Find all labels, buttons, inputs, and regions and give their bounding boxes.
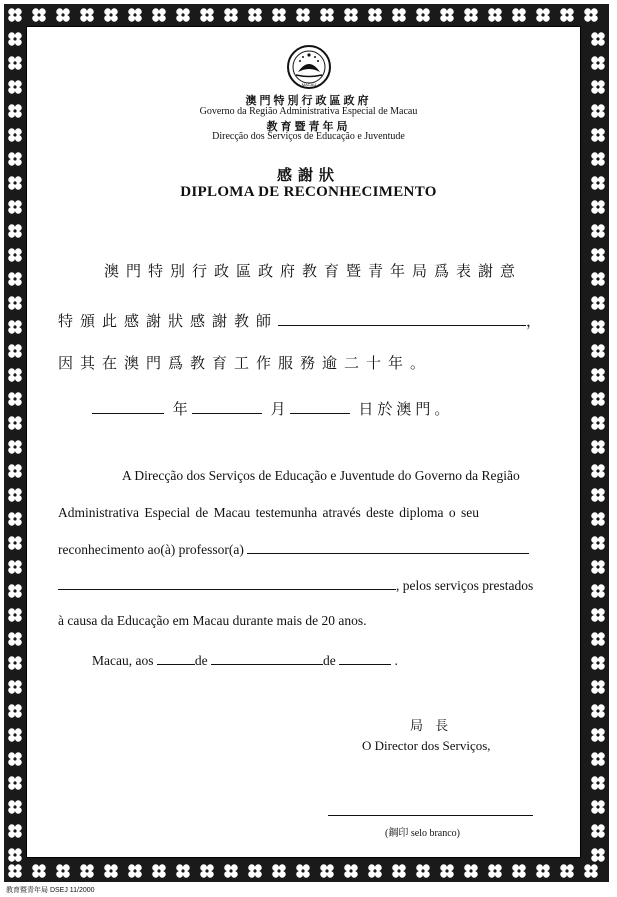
pt-line-1: A Direcção dos Serviços de Educação e Juventude do Governo da Região [122, 468, 520, 483]
border-flower-icon [587, 316, 609, 339]
year-label: 年 [172, 400, 192, 418]
department-name-zh: 教育暨青年局 [266, 121, 351, 133]
border-flower-icon [4, 460, 26, 483]
border-flower-icon [4, 292, 26, 315]
border-flower-icon [587, 628, 609, 651]
professor-name-blank[interactable] [247, 541, 529, 554]
pt-date-line [92, 652, 398, 669]
border-flower-icon [4, 796, 26, 819]
border-flower-icon [587, 220, 609, 243]
border-flower-icon [4, 700, 26, 723]
day-blank[interactable] [290, 401, 350, 414]
pt-year-blank[interactable] [339, 652, 391, 665]
border-flower-icon [148, 860, 171, 882]
border-flower-icon [4, 364, 26, 387]
border-flower-icon [100, 860, 123, 882]
director-title-zh: 局 長 [410, 719, 453, 734]
border-flower-icon [340, 4, 363, 26]
zh-line-1: 澳門特別行政區政府教育暨青年局爲表謝意 [104, 262, 523, 280]
border-flower-icon [587, 772, 609, 795]
border-flower-icon [292, 4, 315, 26]
month-label: 月 [270, 400, 290, 418]
title-pt: DIPLOMA DE RECONHECIMENTO [180, 184, 437, 200]
border-flower-icon [28, 4, 51, 26]
border-flower-icon [76, 4, 99, 26]
pt-date-de-2: de [322, 653, 336, 668]
border-flower-icon [124, 4, 147, 26]
border-flower-icon [4, 388, 26, 411]
border-flower-icon [292, 860, 315, 882]
pt-date-de-1: de [194, 653, 208, 668]
border-flower-icon [412, 860, 435, 882]
pt-month-blank[interactable] [211, 652, 323, 665]
border-flower-icon [4, 652, 26, 675]
border-flower-icon [4, 676, 26, 699]
pt-line-4 [58, 577, 533, 594]
border-flower-icon [436, 4, 459, 26]
border-flower-icon [587, 724, 609, 747]
border-flower-icon [4, 820, 26, 843]
border-flower-icon [388, 860, 411, 882]
teacher-name-blank[interactable] [278, 313, 526, 326]
month-blank[interactable] [192, 401, 262, 414]
government-name-pt: Governo da Região Administrativa Especial de Macau [199, 106, 418, 117]
year-blank[interactable] [92, 401, 164, 414]
border-flower-icon [196, 860, 219, 882]
pt-date-period: . [394, 653, 398, 668]
professor-name-blank-2[interactable] [58, 577, 396, 590]
border-flower-icon [244, 860, 267, 882]
border-flower-icon [4, 772, 26, 795]
border-flower-icon [556, 4, 579, 26]
border-flower-icon [4, 244, 26, 267]
border-flower-icon [587, 52, 609, 75]
border-flower-icon [4, 52, 26, 75]
border-flower-icon [4, 532, 26, 555]
government-name-zh: 澳門特別行政區政府 [245, 95, 372, 107]
border-flower-icon [532, 860, 555, 882]
border-flower-icon [587, 460, 609, 483]
title-zh: 感謝狀 [276, 168, 340, 184]
border-flower-icon [556, 860, 579, 882]
seal-caption: (鋼印 selo branco) [385, 828, 460, 839]
border-flower-icon [316, 4, 339, 26]
pt-line-3 [58, 541, 529, 558]
zh-line-2-text: 特頒此感謝狀感謝教師 [58, 312, 279, 330]
pt-line-4-text: , pelos serviços prestados [396, 578, 534, 593]
border-flower-icon [364, 4, 387, 26]
border-flower-icon [412, 4, 435, 26]
border-flower-icon [4, 316, 26, 339]
border-flower-icon [4, 748, 26, 771]
zh-line-2 [58, 310, 548, 331]
zh-line-3: 因其在澳門爲教育工作服務逾二十年。 [58, 354, 433, 372]
border-flower-icon [587, 268, 609, 291]
border-flower-icon [28, 860, 51, 882]
border-flower-icon [587, 364, 609, 387]
zh-date-line [92, 398, 453, 419]
border-flower-icon [4, 844, 26, 867]
border-flower-icon [587, 532, 609, 555]
border-flower-icon [148, 4, 171, 26]
border-flower-icon [220, 4, 243, 26]
border-flower-icon [268, 4, 291, 26]
border-flower-icon [4, 4, 26, 26]
border-flower-icon [580, 860, 603, 882]
border-flower-icon [484, 4, 507, 26]
border-flower-icon [172, 4, 195, 26]
border-flower-icon [587, 28, 609, 51]
border-flower-icon [4, 268, 26, 291]
zh-line-2-comma: ， [526, 312, 549, 330]
border-flower-icon [587, 388, 609, 411]
border-flower-icon [587, 844, 609, 867]
svg-text:MACAU: MACAU [301, 82, 317, 87]
border-flower-icon [587, 820, 609, 843]
border-flower-icon [580, 4, 603, 26]
border-flower-icon [460, 4, 483, 26]
border-flower-icon [100, 4, 123, 26]
border-flower-icon [52, 860, 75, 882]
border-flower-icon [220, 860, 243, 882]
day-label: 日於澳門。 [358, 400, 454, 418]
border-flower-icon [268, 860, 291, 882]
border-flower-icon [76, 860, 99, 882]
border-flower-icon [4, 604, 26, 627]
border-flower-icon [587, 748, 609, 771]
pt-line-2: Administrativa Especial de Macau testemunha através deste diploma o seu [58, 505, 479, 520]
pt-line-5: à causa da Educação em Macau durante mais de 20 anos. [58, 613, 367, 628]
border-flower-icon [436, 860, 459, 882]
border-flower-icon [4, 340, 26, 363]
pt-day-blank[interactable] [157, 652, 195, 665]
border-flower-icon [508, 4, 531, 26]
border-flower-icon [587, 652, 609, 675]
border-flower-icon [4, 436, 26, 459]
form-code: 教育暨青年局 DSEJ 11/2000 [6, 887, 95, 894]
border-flower-icon [4, 412, 26, 435]
border-flower-icon [4, 580, 26, 603]
border-flower-icon [587, 484, 609, 507]
border-flower-icon [340, 860, 363, 882]
border-flower-icon [587, 676, 609, 699]
diploma-paper [26, 26, 581, 858]
border-flower-icon [52, 4, 75, 26]
border-flower-icon [587, 604, 609, 627]
border-flower-icon [4, 508, 26, 531]
border-flower-icon [587, 436, 609, 459]
border-flower-icon [4, 556, 26, 579]
border-flower-icon [316, 860, 339, 882]
border-flower-icon [587, 700, 609, 723]
border-flower-icon [364, 860, 387, 882]
border-flower-icon [124, 860, 147, 882]
border-flower-icon [587, 292, 609, 315]
border-flower-icon [587, 340, 609, 363]
border-flower-icon [4, 484, 26, 507]
border-flower-icon [587, 412, 609, 435]
signature-line[interactable] [328, 815, 533, 816]
border-flower-icon [4, 628, 26, 651]
border-flower-icon [587, 508, 609, 531]
department-name-pt: Direcção dos Serviços de Educação e Juventude [212, 131, 405, 142]
director-title-pt: O Director dos Serviços, [362, 738, 491, 753]
border-flower-icon [4, 220, 26, 243]
border-flower-icon [4, 28, 26, 51]
border-flower-icon [587, 244, 609, 267]
border-flower-icon [532, 4, 555, 26]
pt-line-3-text: reconhecimento ao(à) professor(a) [58, 542, 244, 557]
border-flower-icon [388, 4, 411, 26]
border-flower-icon [587, 796, 609, 819]
border-flower-icon [508, 860, 531, 882]
border-flower-icon [196, 4, 219, 26]
border-flower-icon [4, 724, 26, 747]
border-flower-icon [484, 860, 507, 882]
border-flower-icon [172, 860, 195, 882]
pt-date-macau-aos: Macau, aos [92, 653, 154, 668]
border-flower-icon [4, 860, 26, 882]
border-flower-icon [244, 4, 267, 26]
border-flower-icon [587, 556, 609, 579]
border-flower-icon [587, 580, 609, 603]
border-flower-icon [460, 860, 483, 882]
macau-emblem-icon [286, 44, 332, 90]
